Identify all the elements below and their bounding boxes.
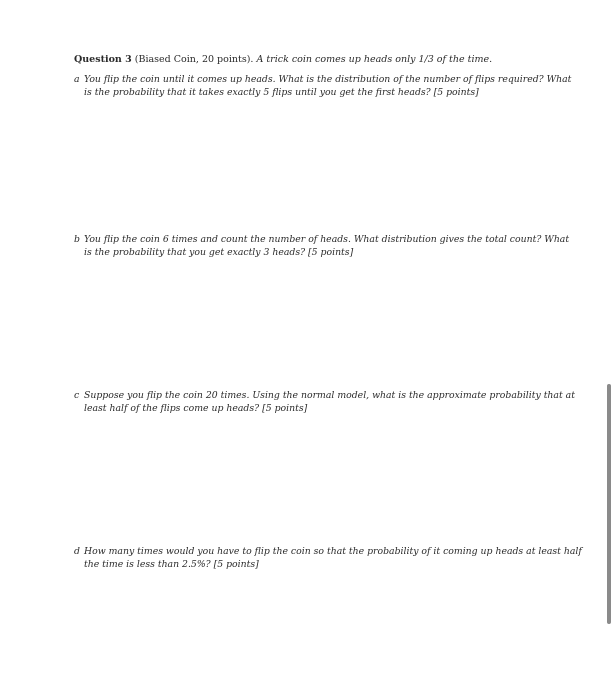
part-letter: d bbox=[74, 546, 80, 557]
question-heading bbox=[74, 53, 554, 66]
question-intro: A trick coin comes up heads only 1/3 of the time. bbox=[256, 54, 493, 65]
part-d bbox=[74, 546, 582, 571]
part-c bbox=[74, 390, 575, 415]
part-text-line1: You flip the coin until it comes up heads. What is the distribution of the number of flips required? What bbox=[84, 74, 572, 85]
part-letter: c bbox=[74, 390, 80, 401]
part-letter: b bbox=[74, 234, 80, 245]
part-text-line1: You flip the coin 6 times and count the number of heads. What distribution gives the total count? What bbox=[84, 234, 570, 245]
part-text-line2: the time is less than 2.5%? [5 points] bbox=[84, 558, 259, 570]
scrollbar-thumb[interactable] bbox=[607, 384, 611, 624]
part-a bbox=[74, 74, 572, 99]
question-meta: (Biased Coin, 20 points). bbox=[134, 54, 254, 65]
part-b bbox=[74, 234, 570, 259]
part-text-line2: is the probability that it takes exactly 5 flips until you get the first heads? [5 points] bbox=[84, 86, 479, 98]
part-letter: a bbox=[74, 74, 80, 85]
part-text-line2: least half of the flips come up heads? [5 points] bbox=[84, 402, 308, 414]
part-text-line2: is the probability that you get exactly 3 heads? [5 points] bbox=[84, 246, 354, 258]
part-text-line1: How many times would you have to flip the coin so that the probability of it coming up heads at least half bbox=[84, 546, 582, 557]
question-label: Question 3 bbox=[74, 54, 132, 65]
part-text-line1: Suppose you flip the coin 20 times. Using the normal model, what is the approximate probability that at bbox=[84, 390, 575, 401]
